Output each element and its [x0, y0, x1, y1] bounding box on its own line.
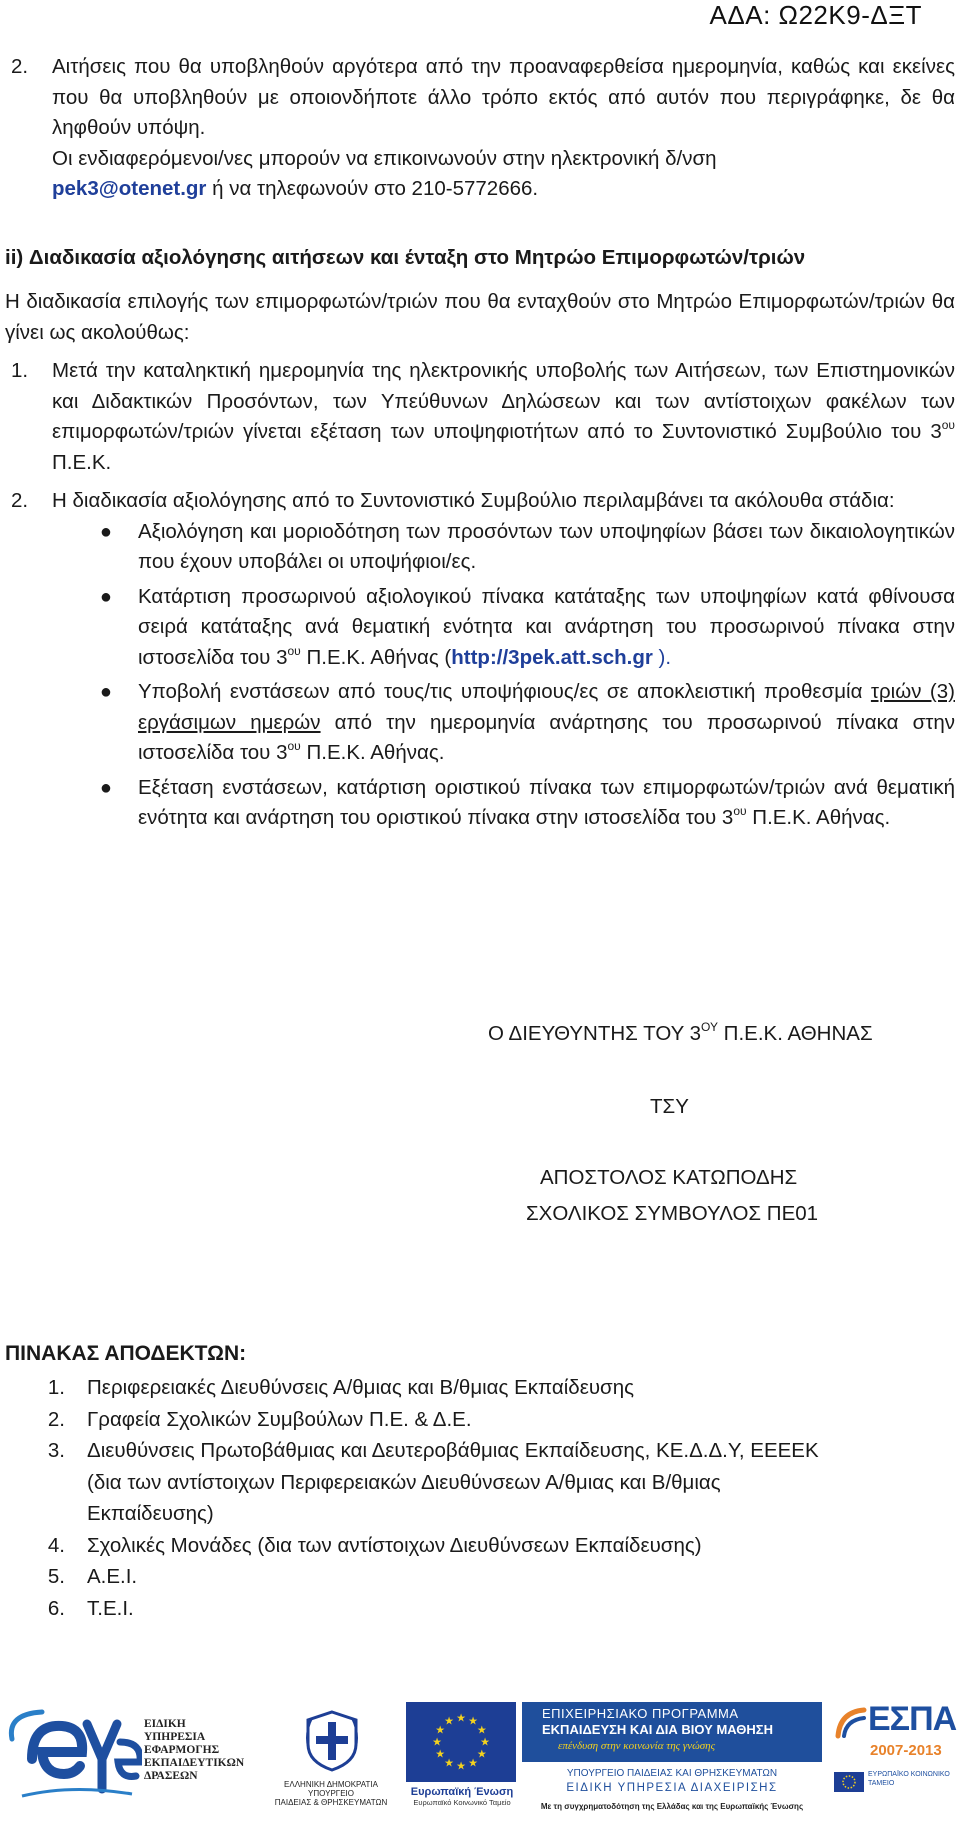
eu-star-icon: ★ — [435, 1724, 446, 1737]
bullet-icon: ● — [99, 520, 112, 543]
recipient-item — [5, 1372, 825, 1404]
eye-logo-icon — [2, 1704, 142, 1804]
eu-star-icon: ★ — [444, 1757, 454, 1770]
hellenic-line: ΠΑΙΔΕΙΑΣ & ΘΡΗΣΚΕΥΜΑΤΩΝ — [274, 1798, 388, 1807]
document-body — [5, 52, 955, 838]
bullet-text-part: ). — [652, 645, 672, 669]
bullet-text-part: Π.Ε.Κ. Αθήνας. — [300, 741, 445, 764]
eu-logo — [406, 1696, 518, 1818]
bullet-text — [138, 582, 955, 674]
bullet-text: Αξιολόγηση και μοριοδότηση των προσόντων των υποψηφίων βάσει των δικαιολογητικών που έχουν υποβάλει οι υποψήφιοι/ες. — [138, 519, 955, 573]
op-title: ΕΠΙΧΕΙΡΗΣΙΑΚΟ ΠΡΟΓΡΑΜΜΑ — [542, 1706, 739, 1721]
signature-tsy: ΤΣΥ — [650, 1095, 689, 1118]
recipient-item — [5, 1593, 825, 1625]
eye-line: ΔΡΑΣΕΩΝ — [144, 1770, 198, 1782]
bullet-item — [5, 677, 955, 769]
recipient-text: Περιφερειακές Διευθύνσεις Α/θμιας και Β/θμιας Εκπαίδευσης — [87, 1376, 634, 1399]
bullet-text-part: Π.Ε.Κ. Αθήνας. — [746, 806, 891, 829]
superscript: ΟΥ — [701, 1020, 718, 1034]
eye-logo — [2, 1696, 245, 1818]
signature-title-b: Π.Ε.Κ. ΑΘΗΝΑΣ — [717, 1022, 873, 1045]
contact-phone: ή να τηλεφωνούν στο 210-5772666. — [206, 177, 539, 200]
website-link[interactable]: http://3pek.att.sch.gr — [451, 645, 653, 669]
item-text-main: Μετά την καταληκτική ημερομηνία της ηλεκτρονικής υποβολής των Αιτήσεων, των Επιστημονικών και Διδακτικών Προσόντων, των Υπεύθυνων Δηλώσεων και των αντίστοιχων φακέλων των επιμορφωτών/τριών γίνεται εξέταση των υποψηφιοτήτων από το Συντονιστικό Συμβούλιο του 3 — [52, 359, 955, 443]
bullet-text-part: Υποβολή ενστάσεων από τους/τις υποψήφιους/ες σε αποκλειστική προθεσμία — [138, 680, 871, 703]
item-text-main: Αιτήσεις που θα υποβληθούν αργότερα από την προαναφερθείσα ημερομηνία, καθώς και εκείνες που θα υποβληθούν με οποιονδήποτε άλλο τρόπο εκτός από αυτόν που περιγράφηκε, δε θα ληφθούν υπόψη. — [52, 55, 955, 139]
recipient-item — [5, 1530, 825, 1562]
recipient-text: Γραφεία Σχολικών Συμβούλων Π.Ε. & Δ.Ε. — [87, 1407, 472, 1431]
bullet-text-part: Π.Ε.Κ. Αθήνας — [300, 645, 439, 669]
op-subtitle: ΕΚΠΑΙΔΕΥΣΗ ΚΑΙ ΔΙΑ ΒΙΟΥ ΜΑΘΗΣΗ — [542, 1722, 773, 1737]
hellenic-line: ΥΠΟΥΡΓΕΙΟ — [308, 1789, 354, 1798]
eu-star-icon: ★ — [476, 1748, 487, 1761]
ada-number: ΑΔΑ: Ω22Κ9-ΔΞΤ — [709, 0, 922, 30]
recipient-text: Διευθύνσεις Πρωτοβάθμιας και Δευτεροβάθμιας Εκπαίδευσης, ΚΕ.Δ.Δ.Υ, ΕΕΕΕΚ (δια των αντίστοιχων Περιφερειακών Διευθύνσεων Α/θμιας και Β/θμιας Εκπαίδευσης) — [87, 1439, 819, 1525]
op-logo — [522, 1696, 822, 1818]
bullet-icon: ● — [99, 585, 112, 608]
eye-line: ΕΦΑΡΜΟΓΗΣ — [144, 1744, 220, 1756]
item-number: 2. — [11, 55, 29, 78]
greek-emblem-icon — [302, 1708, 362, 1772]
espa-swirl-icon — [834, 1706, 868, 1740]
hellenic-republic-logo — [266, 1696, 396, 1818]
recipient-item — [5, 1435, 825, 1530]
bullet-text-part: ( — [438, 645, 452, 669]
section-title: ii) Διαδικασία αξιολόγησης αιτήσεων και ένταξη στο Μητρώο Επιμορφωτών/τριών — [5, 245, 806, 269]
eye-logo-text — [144, 1718, 244, 1783]
signature-name: ΑΠΟΣΤΟΛΟΣ ΚΑΤΩΠΟΔΗΣ — [540, 1166, 798, 1189]
bullet-text — [138, 773, 955, 834]
bullet-text-part: Κατάρτιση προσωρινού αξιολογικού πίνακα κατάταξης των υποψηφίων κατά φθίνουσα σειρά κατάταξης ανά θεματική ενότητα και ανάρτηση του προσωρινού πίνακα στην ιστοσελίδα του 3 — [138, 584, 955, 669]
bullet-item — [5, 582, 955, 674]
signature-role: ΣΧΟΛΙΚΟΣ ΣΥΜΒΟΥΛΟΣ ΠΕ01 — [526, 1202, 819, 1225]
eu-star-icon: ★ — [432, 1736, 442, 1749]
superscript: ου — [287, 739, 301, 753]
superscript: ου — [941, 418, 955, 432]
op-ministry: ΥΠΟΥΡΓΕΙΟ ΠΑΙΔΕΙΑΣ ΚΑΙ ΘΡΗΣΚΕΥΜΑΤΩΝ — [566, 1768, 778, 1779]
recipient-text: Σχολικές Μονάδες (δια των αντίστοιχων Διευθύνσεων Εκπαίδευσης) — [87, 1533, 702, 1557]
recipient-number: 3. — [47, 1439, 65, 1462]
eye-line: ΕΚΠΑΙΔΕΥΤΙΚΩΝ — [144, 1757, 245, 1769]
bullet-icon: ● — [99, 776, 112, 799]
espa-fund: ΕΥΡΩΠΑΪΚΟ ΚΟΙΝΩΝΙΚΟ ΤΑΜΕΙΟ — [868, 1771, 950, 1787]
eu-mini-flag-icon — [834, 1772, 864, 1792]
eu-star-icon: ★ — [456, 1760, 466, 1773]
eu-flag-icon — [406, 1702, 516, 1782]
eu-star-icon: ★ — [456, 1712, 466, 1725]
recipient-number: 2. — [47, 1407, 65, 1431]
item-text-end: Π.Ε.Κ. — [52, 450, 112, 474]
eu-star-icon: ★ — [435, 1748, 446, 1761]
recipient-number: 6. — [47, 1596, 65, 1620]
recipient-item — [5, 1404, 825, 1436]
item-text — [52, 52, 955, 205]
contact-text: Οι ενδιαφερόμενοι/νες μπορούν να επικοινωνούν στην ηλεκτρονική δ/νση — [52, 146, 717, 170]
eye-line: ΥΠΗΡΕΣΙΑ — [144, 1731, 206, 1743]
bullet-text — [138, 677, 955, 769]
eu-line: Ευρωπαϊκό Κοινωνικό Ταμείο — [413, 1798, 511, 1807]
recipients-title: ΠΙΝΑΚΑΣ ΑΠΟΔΕΚΤΩΝ: — [5, 1342, 247, 1365]
op-agency: ΕΙΔΙΚΗ ΥΠΗΡΕΣΙΑ ΔΙΑΧΕΙΡΙΣΗΣ — [566, 1782, 778, 1794]
bullet-text-part: Εξέταση ενστάσεων, κατάρτιση οριστικού πίνακα των επιμορφωτών/τριών ανά θεματική ενότητα και ανάρτηση του οριστικού πίνακα στην ιστοσελίδα του 3 — [138, 775, 955, 829]
bullet-item — [5, 517, 955, 578]
footer-logos — [0, 1696, 960, 1818]
bullet-text-part: από την ημερομηνία ανάρτησης του προσωρινού πίνακα στην ιστοσελίδα του 3 — [138, 710, 956, 764]
recipient-item — [5, 1561, 825, 1593]
eu-star-icon: ★ — [468, 1715, 478, 1728]
op-slogan: επένδυση στην κοινωνία της γνώσης — [558, 1740, 716, 1752]
bullet-list — [5, 517, 955, 834]
hellenic-text — [266, 1780, 396, 1807]
recipient-number: 5. — [47, 1565, 65, 1588]
recipient-number: 1. — [47, 1376, 65, 1399]
email-link[interactable]: pek3@otenet.gr — [52, 177, 207, 200]
op-banner — [522, 1702, 822, 1762]
espa-title: ΕΣΠΑ — [868, 1700, 957, 1738]
item-number: 1. — [11, 359, 29, 382]
eu-star-icon: ★ — [444, 1715, 454, 1728]
superscript: ου — [287, 643, 301, 658]
eu-line: Ευρωπαϊκή Ένωση — [410, 1786, 514, 1798]
bullet-item — [5, 773, 955, 834]
recipient-text: Τ.Ε.Ι. — [87, 1596, 134, 1620]
espa-years: 2007-2013 — [870, 1742, 942, 1759]
item-text — [52, 356, 955, 478]
signature-title — [488, 1022, 908, 1046]
recipient-text: Α.Ε.Ι. — [87, 1565, 138, 1588]
eu-text — [406, 1786, 518, 1807]
item-text: Η διαδικασία αξιολόγησης από το Συντονιστικό Συμβούλιο περιλαμβάνει τα ακόλουθα στάδια: — [52, 489, 895, 512]
item-number: 2. — [11, 489, 29, 512]
signature-title-a: Ο ΔΙΕΥΘΥΝΤΗΣ ΤΟΥ 3 — [488, 1022, 702, 1045]
eu-star-icon: ★ — [468, 1757, 478, 1770]
section-intro: Η διαδικασία επιλογής των επιμορφωτών/τριών που θα ενταχθούν στο Μητρώο Επιμορφωτών/τριών θα γίνει ως ακολούθως: — [5, 290, 955, 344]
eu-star-icon: ★ — [480, 1736, 490, 1749]
list-item — [5, 52, 955, 205]
recipient-number: 4. — [47, 1533, 65, 1557]
deadline-text: τριών (3) εργάσιμων ημερών — [138, 680, 955, 734]
superscript: ου — [733, 804, 747, 818]
eye-line: ΕΙΔΙΚΗ — [144, 1718, 186, 1730]
espa-logo — [830, 1696, 956, 1818]
list-item — [5, 486, 955, 517]
bullet-icon: ● — [99, 681, 112, 703]
recipients-list — [5, 1372, 825, 1624]
hellenic-line: ΕΛΛΗΝΙΚΗ ΔΗΜΟΚΡΑΤΙΑ — [284, 1780, 378, 1789]
cofund-text: Με τη συγχρηματοδότηση της Ελλάδας και της Ευρωπαϊκής Ένωσης — [540, 1802, 804, 1811]
eu-star-icon: ★ — [476, 1724, 487, 1737]
list-item — [5, 356, 955, 478]
